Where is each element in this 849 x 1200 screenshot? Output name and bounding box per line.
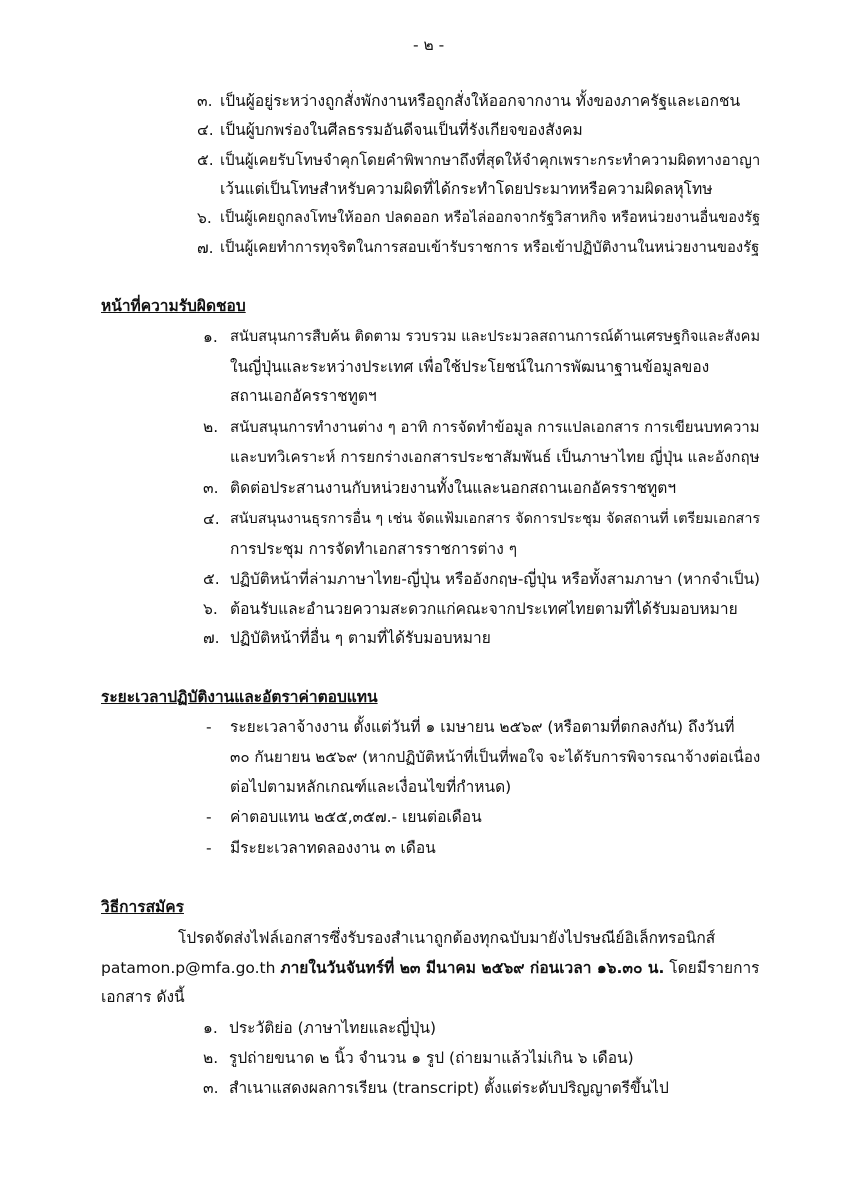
list-item-continuation: ๓๐ กันยายน ๒๕๖๙ (หากปฏิบัติหน้าที่เป็นที่พอใจ จะได้รับการพิจารณาจ้างต่อเนื่อง [230, 748, 761, 766]
list-item-number: ๖. [197, 209, 212, 227]
duties-heading: หน้าที่ความรับผิดชอบ [101, 297, 246, 315]
list-item-number: ๓. [197, 92, 213, 110]
list-item-text: มีระยะเวลาทดลองงาน ๓ เดือน [230, 839, 436, 857]
list-item-continuation: การประชุม การจัดทำเอกสารราชการต่าง ๆ [230, 540, 518, 558]
list-item-continuation: และบทวิเคราะห์ การยกร่างเอกสารประชาสัมพันธ์ เป็นภาษาไทย ญี่ปุ่น และอังกฤษ [230, 448, 760, 466]
apply-paragraph-line2 [101, 953, 759, 983]
list-item-text: เป็นผู้เคยรับโทษจำคุกโดยคำพิพากษาถึงที่สุดให้จำคุกเพราะกระทำความผิดทางอาญา [220, 151, 761, 169]
apply-paragraph-tail: โดยมีรายการ [669, 959, 760, 977]
email-address[interactable]: patamon.p@mfa.go.th [101, 959, 276, 977]
list-item-number: ๑. [203, 1019, 218, 1037]
list-item-text: ติดต่อประสานงานกับหน่วยงานทั้งในและนอกสถานเอกอัครราชทูตฯ [230, 479, 677, 497]
list-item-continuation: สถานเอกอัครราชทูตฯ [230, 387, 377, 405]
bullet-dash: - [206, 808, 212, 826]
list-item-number: ๖. [203, 600, 218, 618]
list-item-number: ๕. [203, 570, 220, 588]
apply-paragraph-line3: เอกสาร ดังนี้ [101, 988, 185, 1006]
list-item-text: ระยะเวลาจ้างงาน ตั้งแต่วันที่ ๑ เมษายน ๒๕๖๙ (หรือตามที่ตกลงกัน) ถึงวันที่ [230, 718, 735, 736]
list-item-number: ๗. [197, 239, 214, 257]
list-item-number: ๗. [203, 629, 220, 647]
list-item-number: ๒. [203, 1049, 219, 1067]
list-item-number: ๕. [197, 151, 214, 169]
list-item-text: เป็นผู้อยู่ระหว่างถูกสั่งพักงานหรือถูกสั่งให้ออกจากงาน ทั้งของภาครัฐและเอกชน [220, 92, 741, 110]
list-item-continuation: ต่อไปตามหลักเกณฑ์และเงื่อนไขที่กำหนด) [230, 778, 512, 796]
list-item-continuation: เว้นแต่เป็นโทษสำหรับความผิดที่ได้กระทำโดยประมาทหรือความผิดลหุโทษ [220, 180, 713, 198]
list-item-number: ๒. [203, 418, 219, 436]
page-number: - ๒ - [413, 36, 445, 54]
list-item-text: เป็นผู้เคยถูกลงโทษให้ออก ปลดออก หรือไล่ออกจากรัฐวิสาหกิจ หรือหน่วยงานอื่นของรัฐ [220, 209, 761, 226]
list-item-continuation: ในญี่ปุ่นและระหว่างประเทศ เพื่อใช้ประโยชน์ในการพัฒนาฐานข้อมูลของ [230, 358, 710, 376]
list-item-text: เป็นผู้เคยทำการทุจริตในการสอบเข้ารับราชการ หรือเข้าปฏิบัติงานในหน่วยงานของรัฐ [220, 239, 760, 256]
list-item-text: สนับสนุนการสืบค้น ติดตาม รวบรวม และประมวลสถานการณ์ด้านเศรษฐกิจและสังคม [230, 328, 761, 345]
bullet-dash: - [206, 839, 212, 857]
list-item-number: ๔. [203, 510, 220, 528]
list-item-text: ประวัติย่อ (ภาษาไทยและญี่ปุ่น) [229, 1019, 437, 1037]
list-item-text: ปฏิบัติหน้าที่ล่ามภาษาไทย-ญี่ปุ่น หรืออังกฤษ-ญี่ปุ่น หรือทั้งสามภาษา (หากจำเป็น) [230, 570, 761, 588]
list-item-text: รูปถ่ายขนาด ๒ นิ้ว จำนวน ๑ รูป (ถ่ายมาแล้วไม่เกิน ๖ เดือน) [229, 1049, 634, 1067]
list-item-text: สนับสนุนงานธุรการอื่น ๆ เช่น จัดแฟ้มเอกสาร จัดการประชุม จัดสถานที่ เตรียมเอกสาร [230, 511, 761, 527]
list-item-number: ๓. [203, 1079, 219, 1097]
bullet-dash: - [206, 718, 212, 736]
list-item-text: ค่าตอบแทน ๒๕๕,๓๕๗.- เยนต่อเดือน [230, 808, 482, 826]
list-item-text: ปฏิบัติหน้าที่อื่น ๆ ตามที่ได้รับมอบหมาย [230, 629, 491, 647]
apply-heading: วิธีการสมัคร [101, 898, 184, 916]
list-item-text: ต้อนรับและอำนวยความสะดวกแก่คณะจากประเทศไทยตามที่ได้รับมอบหมาย [230, 600, 738, 618]
list-item-text: เป็นผู้บกพร่องในศีลธรรมอันดีจนเป็นที่รังเกียจของสังคม [220, 121, 583, 139]
list-item-number: ๓. [203, 479, 219, 497]
list-item-number: ๑. [203, 328, 218, 346]
list-item-number: ๔. [197, 121, 214, 139]
list-item-text: สนับสนุนการทำงานต่าง ๆ อาทิ การจัดทำข้อมูล การแปลเอกสาร การเขียนบทความ [230, 418, 760, 436]
apply-paragraph-line1: โปรดจัดส่งไฟล์เอกสารซึ่งรับรองสำเนาถูกต้องทุกฉบับมายังไปรษณีย์อิเล็กทรอนิกส์ [178, 929, 716, 947]
deadline-text: ภายในวันจันทร์ที่ ๒๓ มีนาคม ๒๕๖๙ ก่อนเวลา ๑๖.๓๐ น. [280, 959, 665, 977]
list-item-text: สำเนาแสดงผลการเรียน (transcript) ตั้งแต่ระดับปริญญาตรีขึ้นไป [229, 1079, 669, 1097]
period-heading: ระยะเวลาปฏิบัติงานและอัตราค่าตอบแทน [101, 688, 378, 706]
